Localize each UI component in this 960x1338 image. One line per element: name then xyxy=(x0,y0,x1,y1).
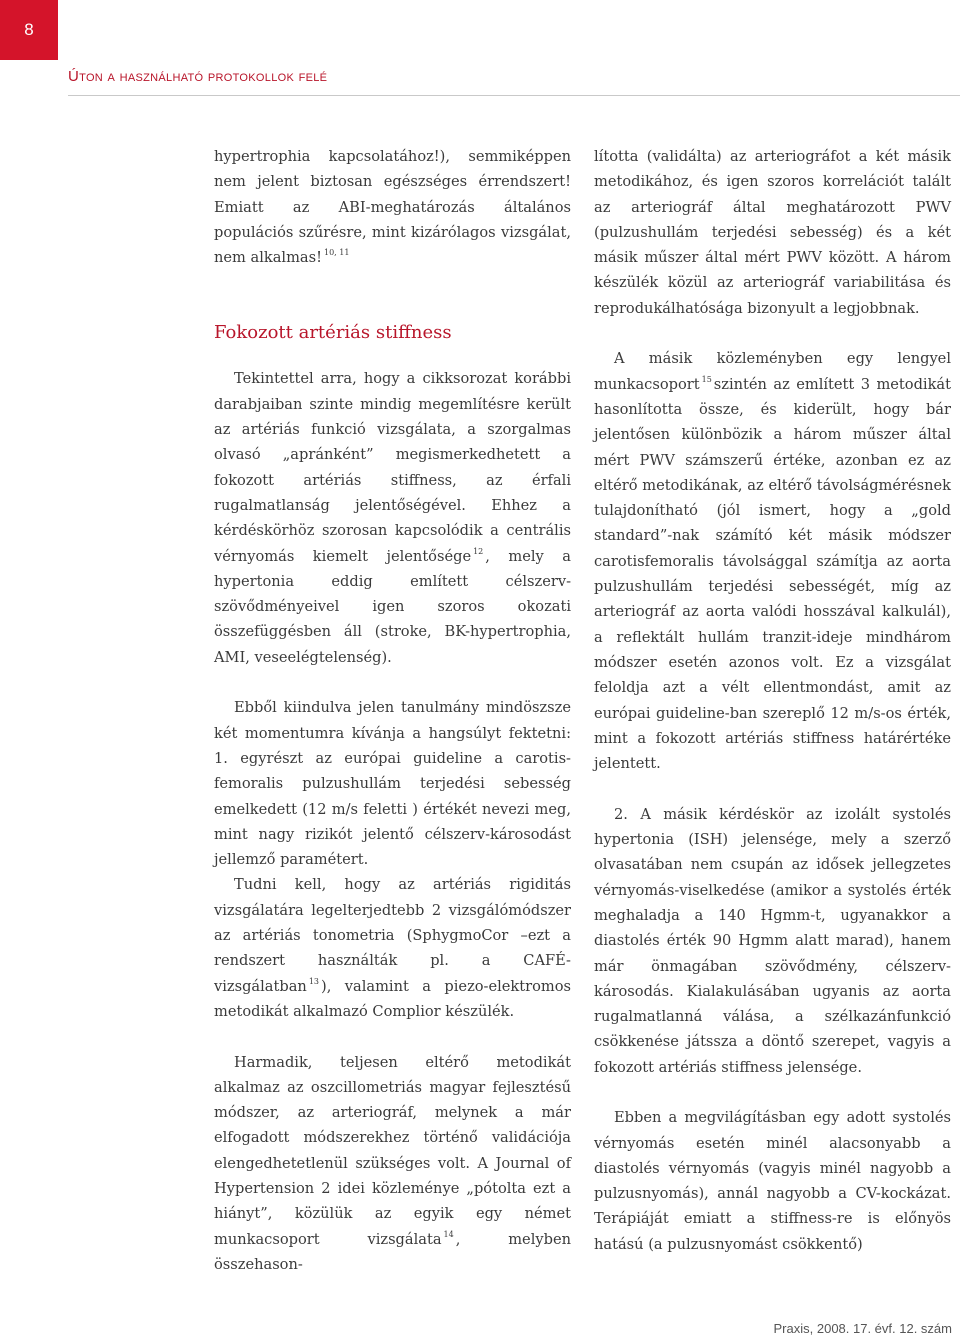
reference-marker: 13 xyxy=(308,976,319,986)
paragraph: lította (validálta) az arteriográfot a két másik metodikához, és igen szoros korrelációt talált az arteriográf által meghatározott PWV (pulzushullám terjedési sebesség) és a két másik műszer által mért PWV között. A három készülék közül az arteriográf variabilitása és reprodukálhatósága bizonyult a legjobbnak. xyxy=(594,148,951,317)
paragraph: Ebből kiindulva jelen tanulmány mindöszsze két momentumra kívánja a hangsúlyt fektetni: 1. egyrészt az európai guideline a carotis-femoralis pulzushullám terjedési sebesség emelkedett (12 m/s feletti ) értékét nevezi meg, mint nagy rizikót jelentő célszerv-károsodást jellemző paramétert. xyxy=(214,699,571,869)
footer-citation: Praxis, 2008. 17. évf. 12. szám xyxy=(773,1321,952,1336)
paragraph: 2. A másik kérdéskör az izolált systolés hypertonia (ISH) jelensége, mely a szerző olvasatában nem csupán az idősek jellegzetes vérnyomás-viselkedése (amikor a systolés érték meghaladja a 140 Hgmm-t, ugyanakkor a diastolés érték 90 Hgmm alatt marad), hanem már önmagában szövődmény, célszerv-károsodás. Kialakulásában ugyanis az aorta rugalmatlanná válása, a szélkazánfunkció csökkenése játssza a döntő szerepet, vagyis a fokozott artériás stiffness jelensége. xyxy=(594,805,951,1076)
paragraph: Ebben a megvilágításban egy adott systolés vérnyomás esetén minél alacsonyabb a diastolés vérnyomás (vagyis minél nagyobb a pulzusnyomás), annál nagyobb a CV-kockázat. Terápiáját emiatt a stiffness-re is előnyös hatású (a pulzusnyomást csökkentő) xyxy=(594,1109,951,1253)
paragraph: Harmadik, teljesen eltérő metodikát alkalmaz az oszcillometriás magyar fejlesztésű módszer, az arteriográf, melynek a már elfogadott módszerekhez történő validációja elengedhetetlenül szükséges volt. A Journal of Hypertension 2 idei közleménye „pótolta ezt a hiányt”, közülük az egyik egy német munkacsoport vizsgálata $^{14}$ , melyben összehason- xyxy=(214,1053,571,1273)
left-column xyxy=(214,144,571,1277)
page-number-badge xyxy=(0,0,58,60)
header-divider xyxy=(68,95,960,96)
reference-marker: 12 xyxy=(473,546,484,556)
section-heading: Fokozott artériás stiffness xyxy=(214,322,452,344)
right-column xyxy=(594,144,951,1257)
paragraph: Tekintettel arra, hogy a cikksorozat korábbi darabjaiban szinte mindig megemlítésre került az artériás funkció vizsgálata, a szorgalmas olvasó „apránként” megismerkedhetett a fokozott artériás stiffness, az érfali rugalmatlanság jelentőségével. Ehhez a kérdéskörhöz szorosan kapcsolódik a centrális vérnyomás kiemelt jelentősége $^{12}$ , mely a hypertonia eddig említett célszerv-szövődményeivel igen szoros okozati összefüggésben áll (stroke, BK-hypertrophia, AMI, veseelégtelenség). xyxy=(214,370,571,666)
page-number: 8 xyxy=(24,20,34,39)
reference-marker: 10, 11 xyxy=(324,248,350,258)
paragraph: Tudni kell, hogy az artériás rigiditás vizsgálatára legelterjedtebb 2 vizsgálómódszer az artériás tonometria (SphygmoCor –ezt a rendszert használták pl. a CAFÉ-vizsgálatban $^{13}$ ), valamint a piezo-elektromos metodikát alkalmazó Complior készülék. xyxy=(214,876,571,1020)
reference-marker: 14 xyxy=(443,1229,454,1239)
paragraph: hypertrophia kapcsolatához!), semmiképpen nem jelent biztosan egészséges érrendszert! Emiatt az ABI-meghatározás általános populációs szűrésre, mint kizárólagos vizsgálat, nem alkalmas! $^{10, 11}$ xyxy=(214,148,571,267)
running-title: Úton a használható protokollok felé xyxy=(68,68,328,85)
reference-marker: 15 xyxy=(701,374,712,384)
paragraph: A másik közleményben egy lengyel munkacsoport $^{15}$ szintén az említett 3 metodikát hasonlította össze, és kiderült, hogy bár jelentősen különbözik a három műszer által mért PWV számszerű értéke, azonban ez az eltérő metodikának, az eltérő távolságmérésnek tulajdonítható (jól ismert, hogy a „gold standard”-nak számító két másik módszer carotisfemoralis távolsággal számítja az aorta pulzushullám terjedési sebességét, míg az arteriográf az aorta valódi hosszával kalkulál), a reflektált hullám tranzit-ideje mindhárom módszer esetén azonos volt. Ez a vizsgálat feloldja azt a vélt ellentmondást, amit az európai guideline-ban szereplő 12 m/s-os érték, mint a fokozott artériás stiffness határértéke jelentett. xyxy=(594,350,951,773)
